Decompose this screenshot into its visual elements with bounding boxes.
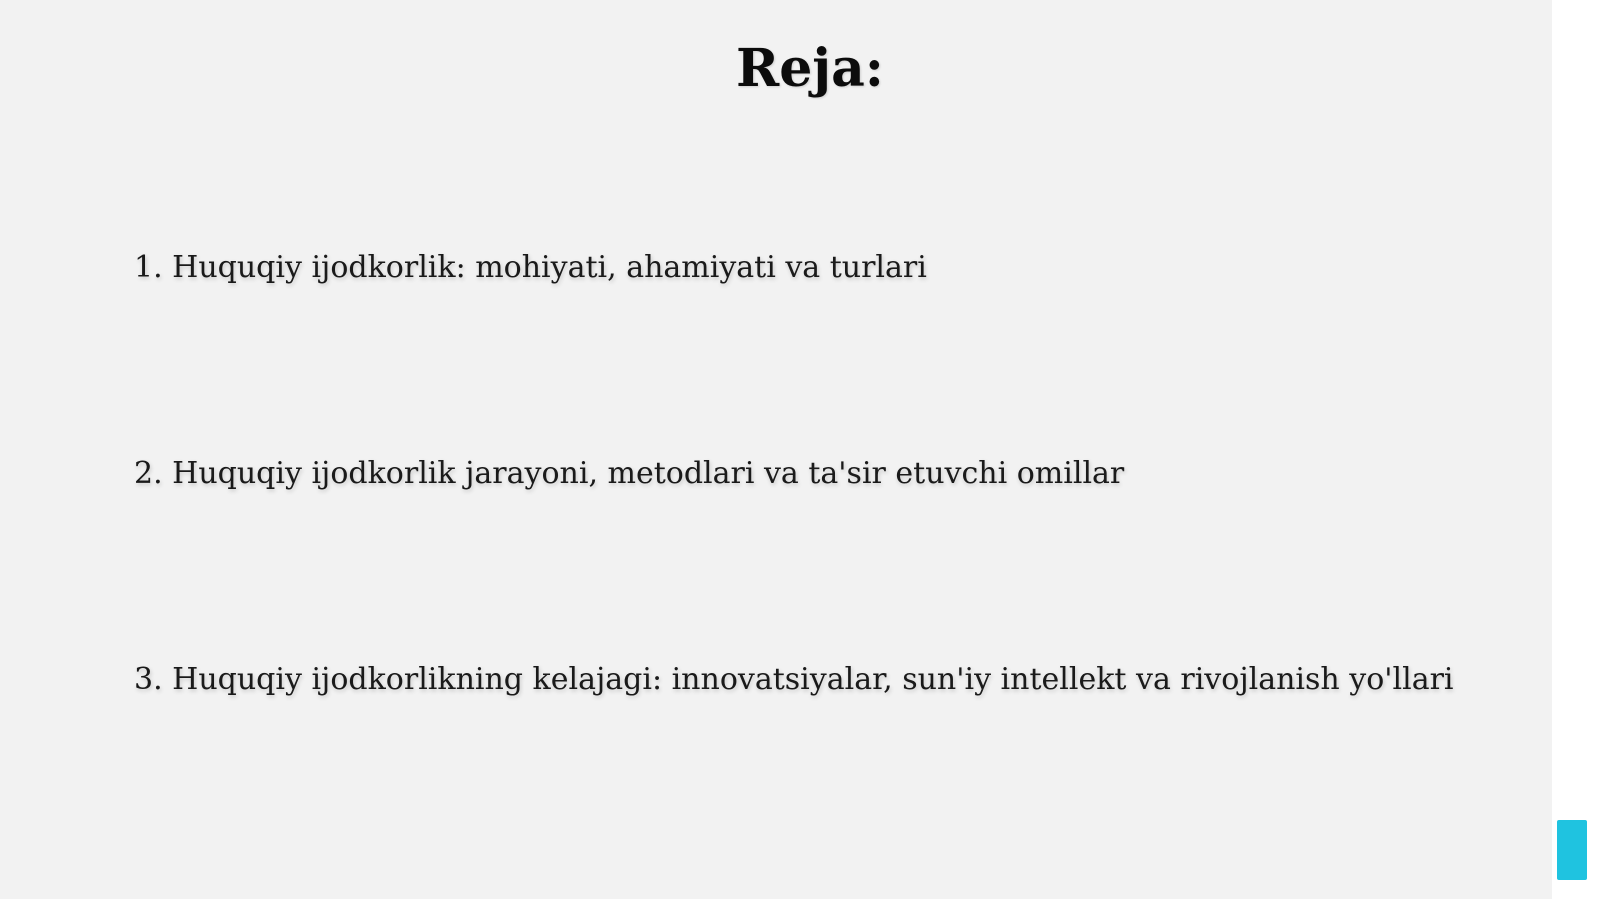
scrollbar-track[interactable]	[1552, 0, 1600, 899]
slide-title: Reja:	[735, 38, 884, 99]
plan-item-2: 2. Huquqiy ijodkorlik jarayoni, metodlari va ta'sir etuvchi omillar	[134, 456, 1125, 491]
plan-item-1: 1. Huquqiy ijodkorlik: mohiyati, ahamiyati va turlari	[134, 250, 927, 285]
plan-item-3: 3. Huquqiy ijodkorlikning kelajagi: innovatsiyalar, sun'iy intellekt va rivojlanish yo'llari	[134, 662, 1454, 697]
scrollbar-thumb[interactable]	[1557, 820, 1587, 880]
